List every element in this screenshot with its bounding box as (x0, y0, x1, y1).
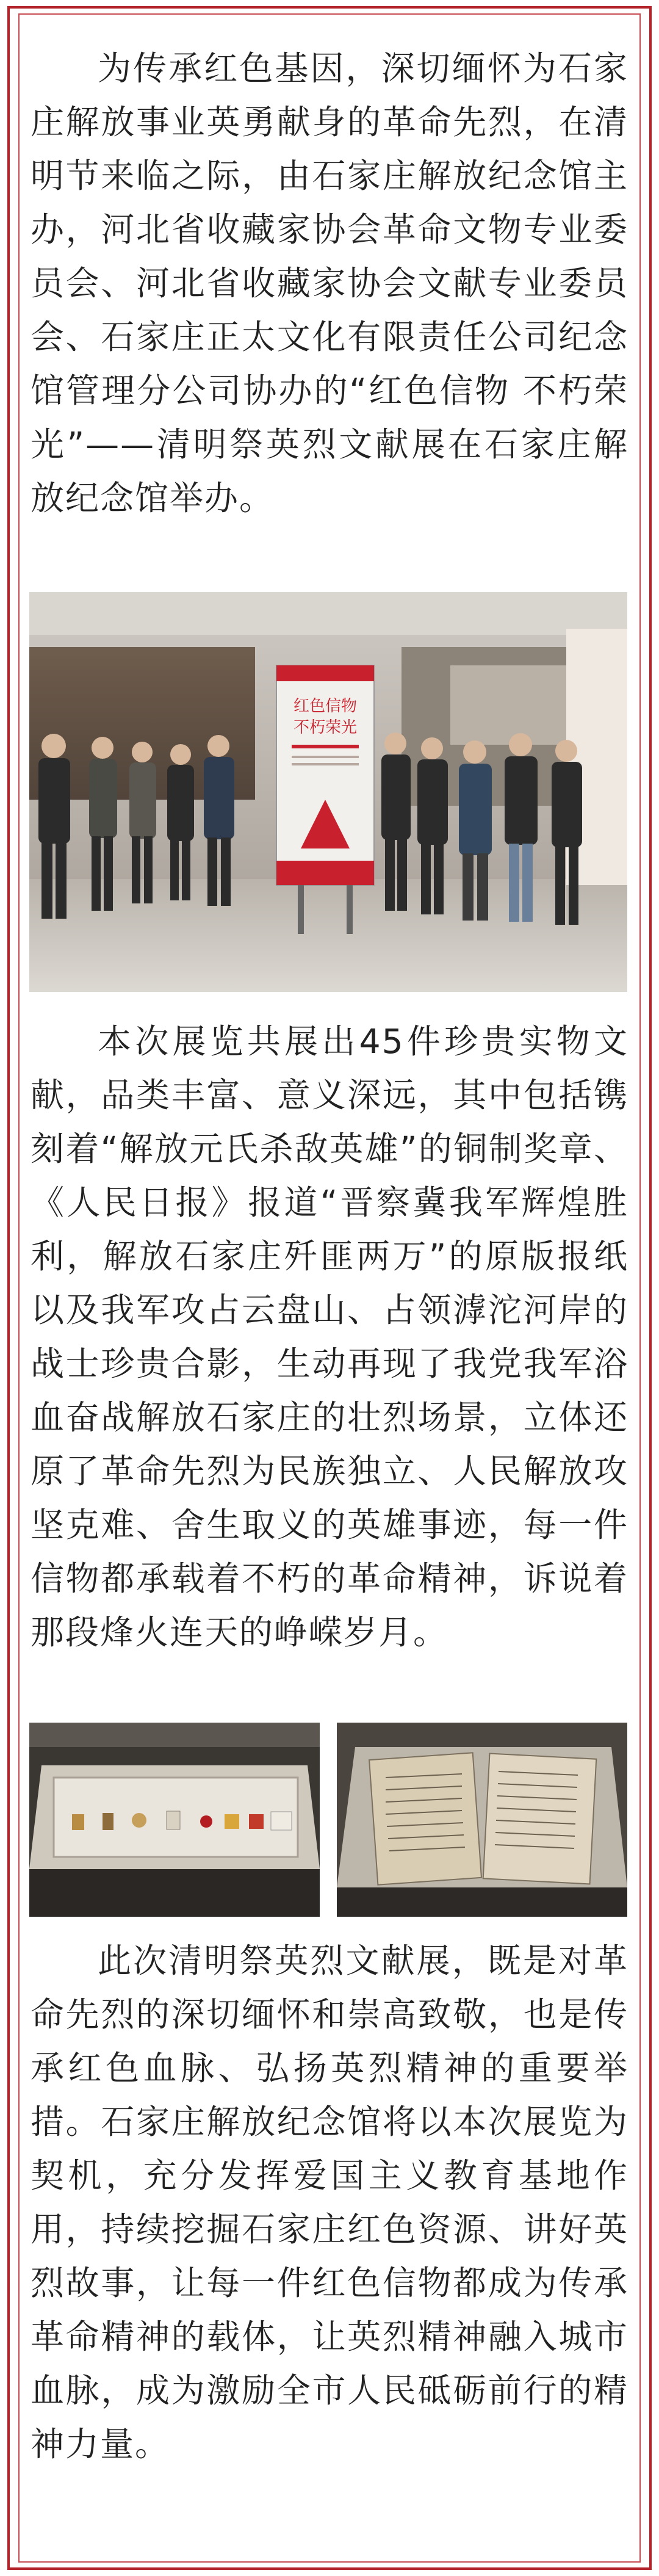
banner-title-line-1: 红色信物 (293, 697, 358, 715)
newspapers-illustration (337, 1723, 627, 1917)
article-paragraph-3: 此次清明祭英烈文献展，既是对革命先烈的深切缅怀和崇高致敬，也是传承红色血脉、弘扬英烈精神的重要举措。石家庄解放纪念馆将以本次展览为契机，充分发挥爱国主义教育基地作用，持续挖掘石家庄红色资源、讲好英烈故事，让每一件红色信物都成为传承革命精神的载体，让英烈精神融入城市血脉，成为激励全市人民砥砺前行的精神力量。 (31, 1941, 628, 2464)
photo-medals-display-case (29, 1723, 320, 1917)
medals-illustration (29, 1723, 320, 1917)
group-photo-exhibition-opening (29, 592, 627, 992)
group-photo-illustration (29, 592, 627, 992)
article-paragraph-2: 本次展览共展出45件珍贵实物文献，品类丰富、意义深远，其中包括镌刻着“解放元氏杀敌英雄”的铜制奖章、《人民日报》报道“晋察冀我军辉煌胜利，解放石家庄歼匪两万”的原版报纸以及我军攻占云盘山、占领滹沱河岸的战士珍贵合影，生动再现了我党我军浴血奋战解放石家庄的壮烈场景，立体还原了革命先烈为民族独立、人民解放攻坚克难、舍生取义的英雄事迹，每一件信物都承载着不朽的革命精神，诉说着那段烽火连天的峥嵘岁月。 (31, 1022, 628, 1652)
photo-newspaper-display-case (337, 1723, 627, 1917)
banner-title-line-2: 不朽荣光 (293, 718, 358, 737)
article-paragraph-1: 为传承红色基因，深切缅怀为石家庄解放事业英勇献身的革命先烈，在清明节来临之际，由石家庄解放纪念馆主办，河北省收藏家协会革命文物专业委员会、河北省收藏家协会文献专业委员会、石家庄正太文化有限责任公司纪念馆管理分公司协办的“红色信物 不朽荣光”——清明祭英烈文献展在石家庄解放纪念馆举办。 (31, 49, 628, 518)
